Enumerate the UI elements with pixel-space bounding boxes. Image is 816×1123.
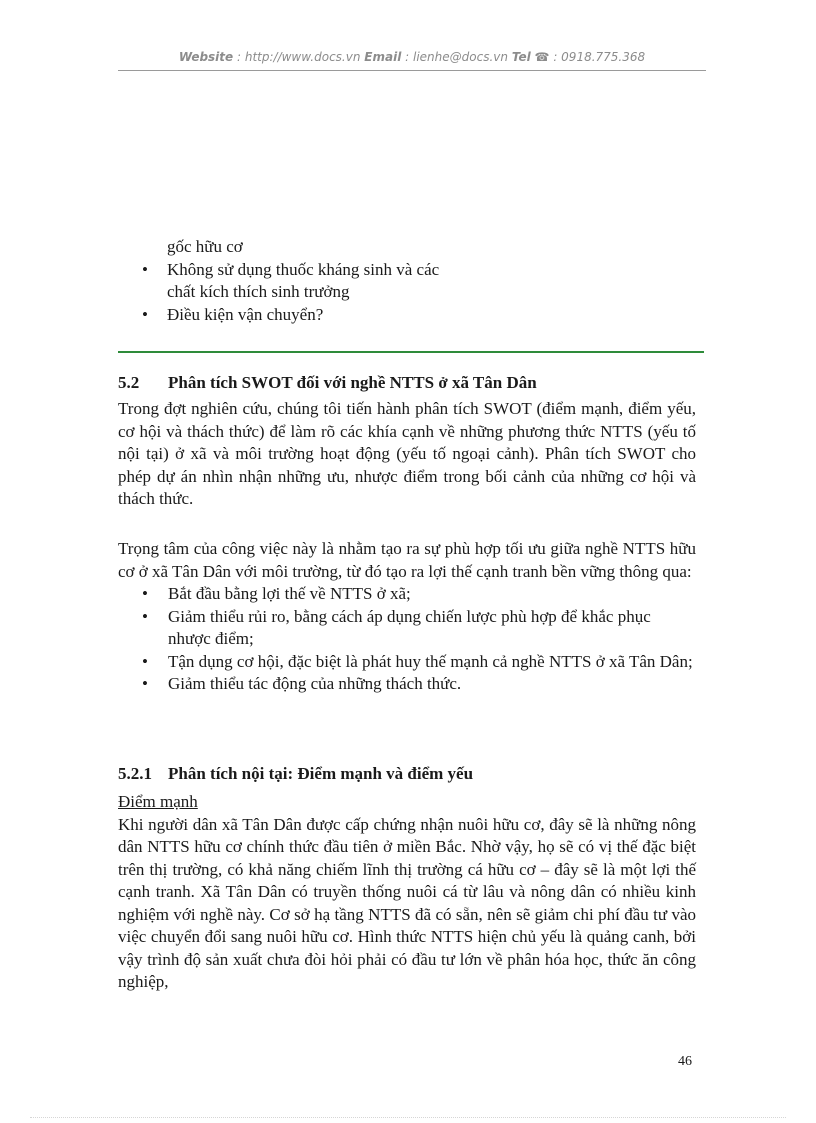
bullet-icon: • xyxy=(142,304,148,324)
list-item-text: Điều kiện vận chuyển? xyxy=(167,304,324,324)
list-item xyxy=(118,583,696,606)
continued-table-cell xyxy=(142,236,442,326)
list-item xyxy=(142,259,442,304)
page-number: 46 xyxy=(678,1054,692,1069)
list-item-text: Không sử dụng thuốc kháng sinh và các chất kích thích sinh trưởng xyxy=(167,259,440,301)
email-value: : lienhe@docs.vn xyxy=(405,50,508,64)
list-item-text: Tận dụng cơ hội, đặc biệt là phát huy thế mạnh cả nghề NTTS ở xã Tân Dân; xyxy=(168,651,693,671)
bottom-divider xyxy=(30,1117,786,1118)
tel-label: Tel xyxy=(511,50,531,64)
subsection-number: 5.2.1 xyxy=(118,764,152,783)
website-value: : http://www.docs.vn xyxy=(237,50,361,64)
section-title: Phân tích SWOT đối với nghề NTTS ở xã Tân Dân xyxy=(168,373,537,392)
list-item xyxy=(118,673,696,696)
tel-value: : 0918.775.368 xyxy=(553,50,646,64)
list-item-text: Giảm thiểu tác động của những thách thức. xyxy=(168,674,462,693)
bullet-icon: • xyxy=(142,651,148,671)
email-label: Email xyxy=(364,50,402,64)
list-item-text: Giảm thiểu rủi ro, bằng cách áp dụng chiến lược phù hợp để khắc phục nhược điểm; xyxy=(168,606,651,648)
subsection-title: Phân tích nội tại: Điểm mạnh và điểm yếu xyxy=(168,764,474,783)
list-item-text: Bắt đầu bằng lợi thế về NTTS ở xã; xyxy=(168,584,411,603)
underlined-label: Điểm mạnh xyxy=(118,792,198,811)
green-divider xyxy=(118,351,704,353)
list-item xyxy=(118,606,696,651)
website-label: Website xyxy=(178,50,234,64)
bullet-icon: • xyxy=(142,606,148,626)
bullet-icon: • xyxy=(142,584,148,603)
subsection-heading xyxy=(118,764,473,784)
subsection-body xyxy=(118,791,696,994)
section-number: 5.2 xyxy=(118,373,140,392)
bullet-list xyxy=(118,583,696,696)
continued-line: gốc hữu cơ xyxy=(167,237,243,256)
section-paragraph-2: Trọng tâm của công việc này là nhằm tạo ra sự phù hợp tối ưu giữa nghề NTTS hữu cơ ở xã Tân Dân với môi trường, từ đó tạo ra lợi thế cạnh tranh bền vững thông qua: xyxy=(118,539,696,581)
list-item xyxy=(118,651,696,674)
list-item xyxy=(142,304,442,327)
page-header xyxy=(118,50,706,64)
phone-icon: ☎ xyxy=(534,50,550,64)
section-paragraph-1: Trong đợt nghiên cứu, chúng tôi tiến hành phân tích SWOT (điểm mạnh, điểm yếu, cơ hội và thách thức) để làm rõ các khía cạnh về những phương thức NTTS (yếu tố nội tại) ở xã và môi trường hoạt động (yếu tố ngoại cảnh). Phân tích SWOT cho phép dự án nhìn nhận những ưu, nhược điểm trong bối cảnh của những cơ hội và thách thức. xyxy=(118,399,696,508)
section-paragraph-2-block xyxy=(118,538,696,696)
bullet-icon: • xyxy=(142,259,148,279)
header-divider xyxy=(118,70,706,71)
subsection-paragraph: Khi người dân xã Tân Dân được cấp chứng nhận nuôi hữu cơ, đây sẽ là những nông dân NTTS hữu cơ chính thức đầu tiên ở miền Bắc. Nhờ vậy, họ sẽ có vị thế đặc biệt trên thị trường, có khả năng chiếm lĩnh thị trường cá hữu cơ – đây sẽ là một lợi thế cạnh tranh. Xã Tân Dân có truyền thống nuôi cá từ lâu và nông dân có nhiều kinh nghiệm với nghề này. Cơ sở hạ tầng NTTS đã có sẵn, nên sẽ giảm chi phí đầu tư vào việc chuyển đổi sang nuôi hữu cơ. Hình thức NTTS hiện chủ yếu là quảng canh, bởi vậy trình độ sản xuất chưa đòi hỏi phải có đầu tư lớn về phân hóa học, thức ăn công nghiệp, xyxy=(118,814,696,991)
section-heading xyxy=(118,373,537,393)
bullet-icon: • xyxy=(142,674,148,693)
